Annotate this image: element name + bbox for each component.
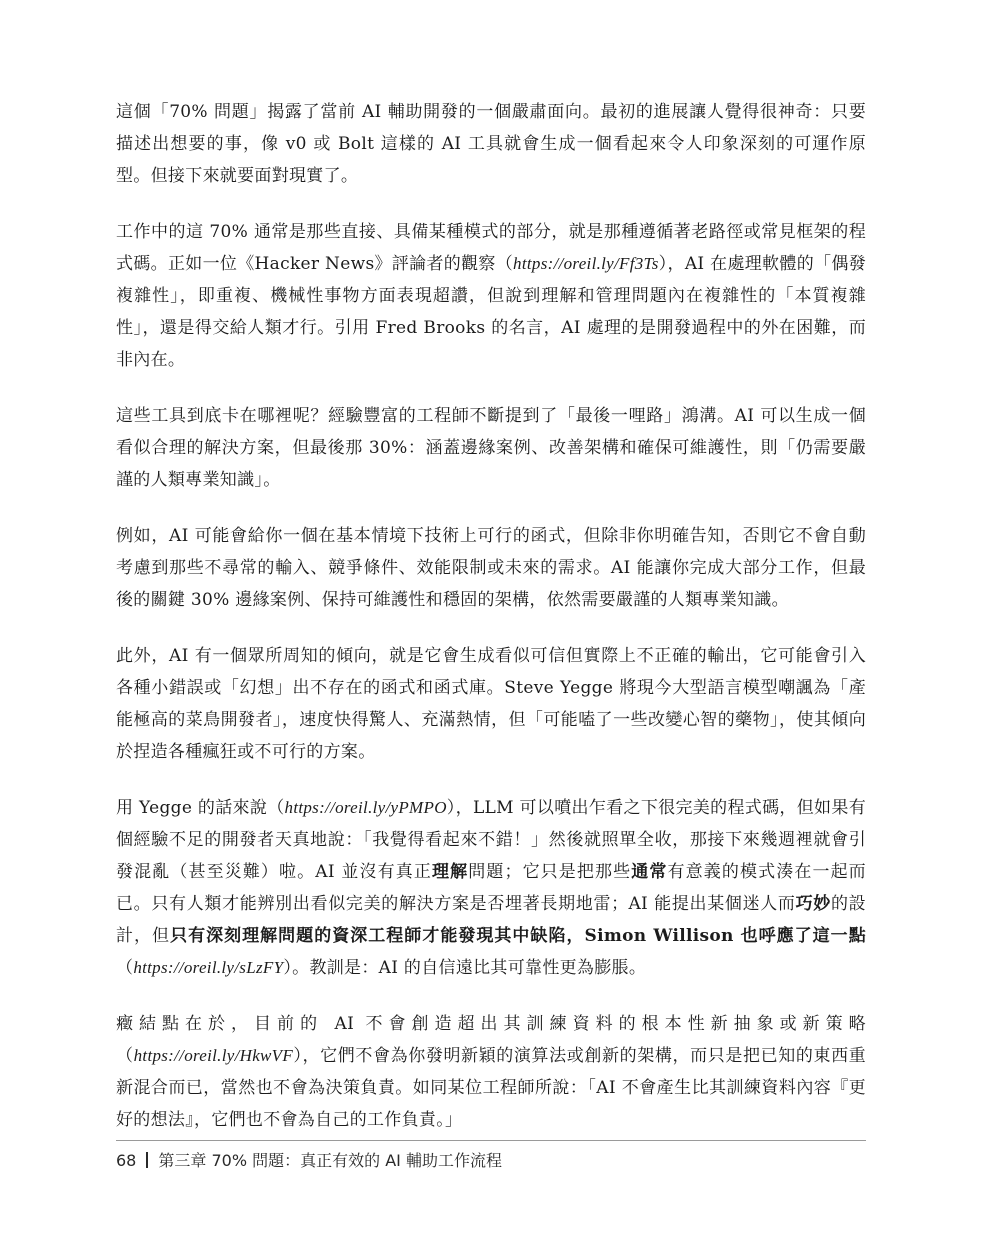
emphasis-senior-engineers: 只有深刻理解問題的資深工程師才能發現其中缺陷，Simon Willison 也呼應了這一點 (170, 926, 866, 946)
page-footer (116, 1148, 502, 1174)
paragraph-7-text-a: 癥結點在於，目前的 AI 不會創造超出其訓練資料的根本性新抽象或新策略（ (116, 1014, 866, 1066)
emphasis-clever: 巧妙 (795, 894, 831, 914)
paragraph-2 (116, 216, 866, 376)
emphasis-understand: 理解 (431, 862, 469, 882)
link-hkwvf[interactable]: https://oreil.ly/HkwVF (133, 1046, 294, 1065)
paragraph-6-text-f: （ (116, 958, 134, 978)
paragraph-6 (116, 792, 866, 984)
paragraph-3: 這些工具到底卡在哪裡呢？經驗豐富的工程師不斷提到了「最後一哩路」鴻溝。AI 可以生成一個看似合理的解決方案，但最後那 30%：涵蓋邊緣案例、改善架構和確保可維護性，則「仍需要嚴謹的人類專業知識」。 (116, 406, 866, 490)
chapter-label: 第三章 (158, 1151, 207, 1170)
paragraph-6-text-d: 有意義的模式湊在一起而已。只有人類才能辨別出看似完美的解決方案是否埋著長期地雷；AI 能提出某個迷人而 (116, 862, 866, 914)
link-slzfy[interactable]: https://oreil.ly/sLzFY (133, 958, 284, 977)
link-ypmpo[interactable]: https://oreil.ly/yPMPO (284, 798, 447, 817)
paragraph-5: 此外，AI 有一個眾所周知的傾向，就是它會生成看似可信但實際上不正確的輸出，它可能會引入各種小錯誤或「幻想」出不存在的函式和函式庫。Steve Yegge 將現今大型語言模型嘲諷為「產能極高的菜鳥開發者」，速度快得驚人、充滿熱情，但「可能嗑了一些改變心智的藥物」，使其傾向於捏造各種瘋狂或不可行的方案。 (116, 646, 866, 762)
footer-divider (116, 1140, 866, 1141)
link-ff3ts[interactable]: https://oreil.ly/Ff3Ts (513, 254, 659, 273)
paragraph-6-text-c: 問題；它只是把那些 (468, 862, 632, 882)
paragraph-1: 這個「70% 問題」揭露了當前 AI 輔助開發的一個嚴肅面向。最初的進展讓人覺得很神奇：只要描述出想要的事，像 v0 或 Bolt 這樣的 AI 工具就會生成一個看起來令人印象深刻的可運作原型。但接下來就要面對現實了。 (116, 102, 866, 186)
paragraph-6-text-g: ）。教訓是：AI 的自信遠比其可靠性更為膨脹。 (283, 958, 647, 978)
paragraph-6-text-e: 的設計，但 (116, 894, 866, 946)
paragraph-7 (116, 1008, 866, 1136)
paragraph-2-text-b: ），AI 在處理軟體的「偶發複雜性」，即重複、機械性事物方面表現超讚，但說到理解和管理問題內在複雜性的「本質複雜性」，還是得交給人類才行。引用 Fred Brooks 的名言，AI 處理的是開發過程中的外在困難，而非內在。 (116, 254, 866, 370)
paragraph-6-text-a: 用 Yegge 的話來說（ (116, 798, 285, 818)
paragraph-4: 例如，AI 可能會給你一個在基本情境下技術上可行的函式，但除非你明確告知，否則它不會自動考慮到那些不尋常的輸入、競爭條件、效能限制或未來的需求。AI 能讓你完成大部分工作，但最後的關鍵 30% 邊緣案例、保持可維護性和穩固的架構，依然需要嚴謹的人類專業知識。 (116, 526, 866, 610)
emphasis-usually: 通常 (631, 862, 668, 882)
page-body (116, 96, 866, 1160)
paragraph-6-text-b: ），LLM 可以噴出乍看之下很完美的程式碼，但如果有個經驗不足的開發者天真地說：「我覺得看起來不錯！」然後就照單全收，那接下來幾週裡就會引發混亂（甚至災難）啦。AI 並沒有真正 (116, 798, 867, 882)
chapter-title: 70% 問題：真正有效的 AI 輔助工作流程 (211, 1151, 502, 1170)
footer-separator (146, 1152, 148, 1168)
paragraph-2-text-a: 工作中的這 70% 通常是那些直接、具備某種模式的部分，就是那種遵循著老路徑或常見框架的程式碼。正如一位《Hacker News》評論者的觀察（ (116, 222, 866, 274)
paragraph-7-text-b: ），它們不會為你發明新穎的演算法或創新的架構，而只是把已知的東西重新混合而已，當然也不會為決策負責。如同某位工程師所說：「AI 不會產生比其訓練資料內容『更好的想法』，它們也不會為自己的工作負責。」 (116, 1046, 866, 1130)
page-number: 68 (116, 1151, 137, 1170)
